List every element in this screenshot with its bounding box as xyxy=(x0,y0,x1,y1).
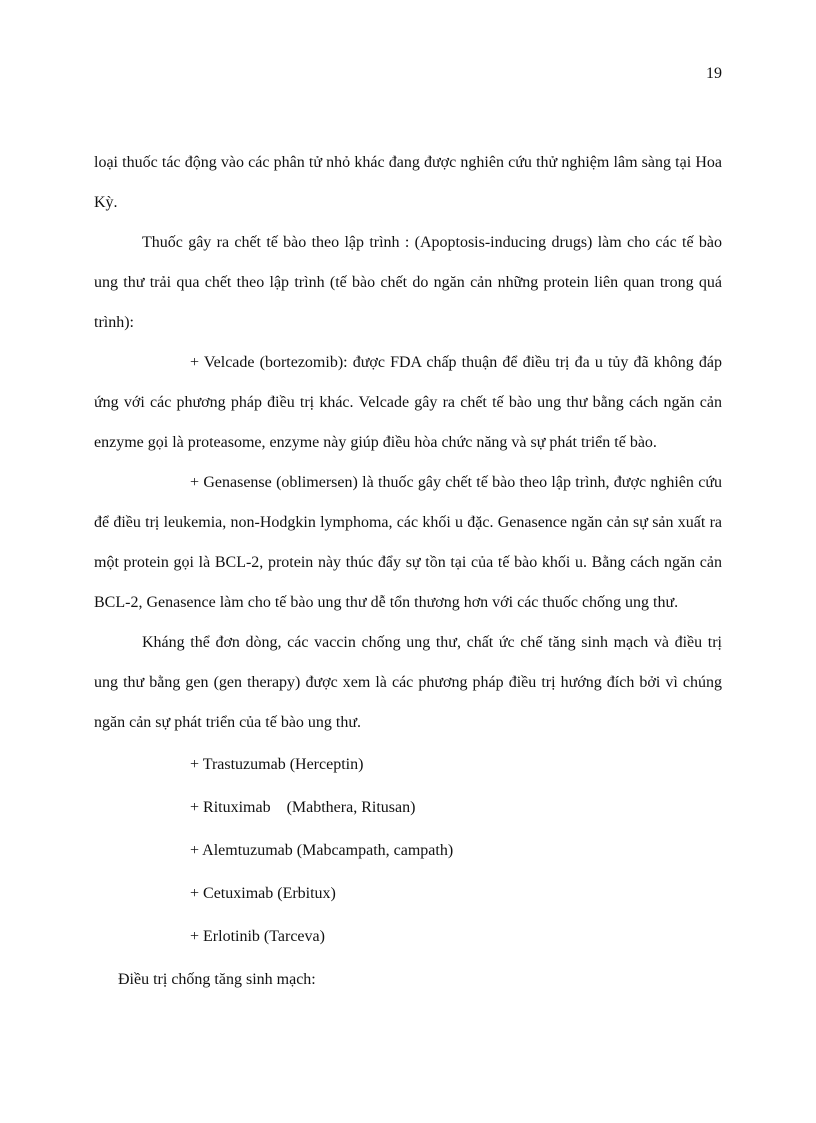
drug-list-item: + Cetuximab (Erbitux) xyxy=(190,885,336,902)
paragraph-targeted-therapy: Kháng thể đơn dòng, các vaccin chống ung thư, chất ức chế tăng sinh mạch và điều trị ung thư bằng gen (gen therapy) được xem là các phương pháp điều trị hướng đích bởi vì chúng ngăn cản sự phát triển của tế bào ung thư. xyxy=(94,634,722,731)
drug-list-item: + Trastuzumab (Herceptin) xyxy=(190,756,364,773)
paragraph-genasense: + Genasense (oblimersen) là thuốc gây chết tế bào theo lập trình, được nghiên cứu để điều trị leukemia, non-Hodgkin lymphoma, các khối u đặc. Genasence ngăn cản sự sản xuất ra một protein gọi là BCL-2, protein này thúc đẩy sự tồn tại của tế bào khối u. Bằng cách ngăn cản BCL-2, Genasence làm cho tế bào ung thư dễ tổn thương hơn với các thuốc chống ung thư. xyxy=(94,474,722,611)
drug-list-item: + Rituximab (Mabthera, Ritusan) xyxy=(190,799,416,816)
page-body xyxy=(94,143,722,1001)
page-number: 19 xyxy=(706,65,722,82)
paragraph-intro: loại thuốc tác động vào các phân tử nhỏ khác đang được nghiên cứu thử nghiệm lâm sàng tại Hoa Kỳ. xyxy=(94,154,722,211)
paragraph-apoptosis-drugs: Thuốc gây ra chết tế bào theo lập trình : (Apoptosis-inducing drugs) làm cho các tế bào ung thư trải qua chết theo lập trình (tế bào chết do ngăn cản những protein liên quan trong quá trình): xyxy=(94,234,722,331)
drug-list-item: + Alemtuzumab (Mabcampath, campath) xyxy=(190,842,454,859)
drug-list xyxy=(94,743,722,958)
paragraph-velcade: + Velcade (bortezomib): được FDA chấp thuận để điều trị đa u tủy đã không đáp ứng với các phương pháp điều trị khác. Velcade gây ra chết tế bào ung thư bằng cách ngăn cản enzyme gọi là proteasome, enzyme này giúp điều hòa chức năng và sự phát triển tế bào. xyxy=(94,354,722,451)
section-heading-anti-angiogenesis: Điều trị chống tăng sinh mạch: xyxy=(118,971,316,988)
drug-list-item: + Erlotinib (Tarceva) xyxy=(190,928,325,945)
